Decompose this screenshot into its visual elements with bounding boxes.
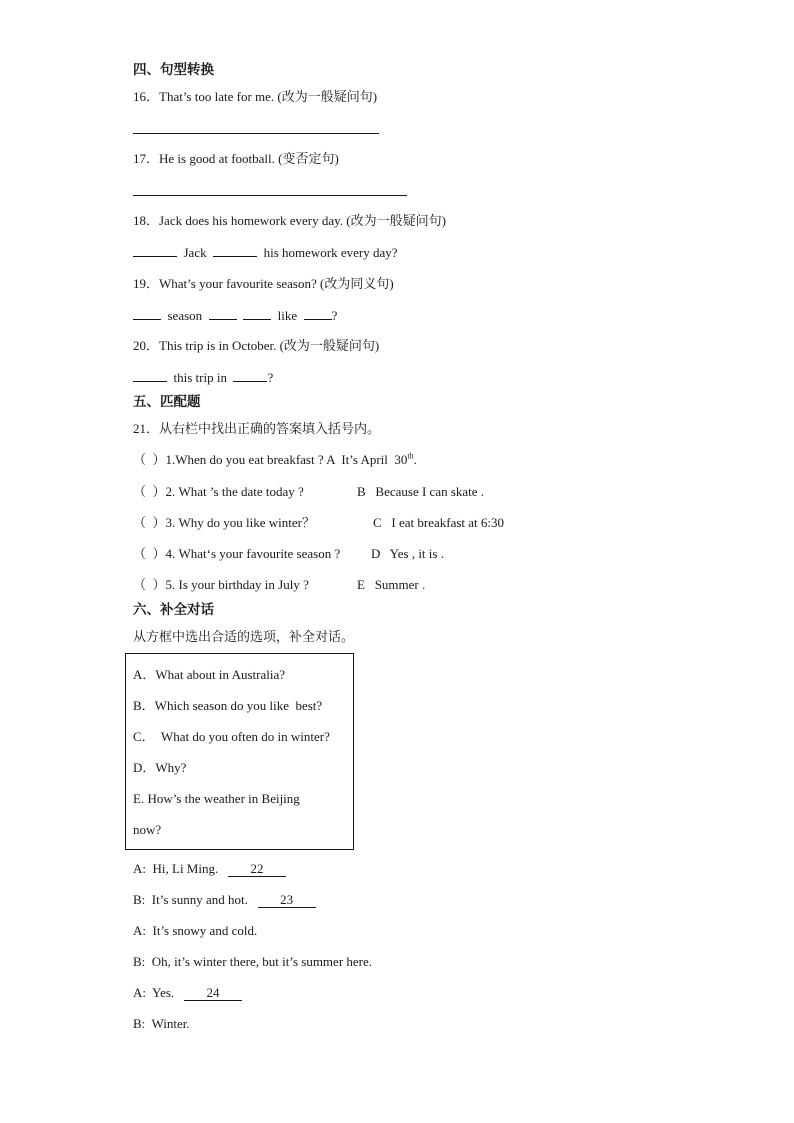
question-20-answer-line — [133, 369, 273, 386]
dialogue-text: B: It’s sunny and hot. — [133, 892, 248, 907]
section-heading-6: 六、补全对话 — [133, 602, 214, 617]
blank[interactable] — [133, 369, 167, 382]
question-20: 20．This trip is in October. (改为一般疑问句) — [133, 338, 380, 353]
blank[interactable] — [133, 244, 177, 257]
dialogue-text: A: Yes. — [133, 985, 175, 1000]
blank[interactable] — [133, 307, 161, 320]
answer-bracket[interactable]: （ ） — [133, 484, 166, 499]
dialogue-line — [133, 861, 286, 877]
answer-blank-24[interactable]: 24 — [184, 986, 242, 1001]
blank[interactable] — [243, 307, 271, 320]
section-6-instruction: 从方框中选出合适的选项，补全对话。 — [133, 629, 355, 644]
question-18-answer-line — [133, 244, 398, 261]
fill-text: this trip in — [173, 370, 227, 385]
answer-line-16[interactable] — [133, 133, 379, 134]
match-row — [133, 546, 340, 562]
match-left: 4. What‘s your favourite season ? — [165, 546, 341, 561]
match-row — [133, 515, 315, 531]
question-21: 21．从右栏中找出正确的答案填入括号内。 — [133, 421, 381, 436]
option-c: C． What do you often do in winter? — [133, 729, 330, 744]
dialogue-line — [133, 985, 242, 1001]
dialogue-line: B: Winter. — [133, 1016, 190, 1031]
option-b: B．Which season do you like best? — [133, 698, 323, 713]
answer-blank-22[interactable]: 22 — [228, 862, 286, 877]
answer-blank-23[interactable]: 23 — [258, 893, 316, 908]
option-e-continued: now? — [133, 822, 162, 837]
blank[interactable] — [304, 307, 332, 320]
match-left: 5. Is your birthday in July ? — [165, 577, 309, 592]
answer-bracket[interactable]: （ ） — [133, 577, 166, 592]
options-box — [125, 653, 354, 850]
question-16: 16．That’s too late for me. (改为一般疑问句) — [133, 89, 378, 104]
question-17: 17．He is good at football. (变否定句) — [133, 151, 339, 166]
section-heading-4: 四、句型转换 — [133, 62, 214, 77]
fill-text: season — [167, 308, 203, 323]
question-18: 18．Jack does his homework every day. (改为一般疑问句) — [133, 213, 446, 228]
dialogue-line — [133, 892, 316, 908]
match-row — [133, 484, 304, 500]
question-19: 19．What’s your favourite season? (改为同义句) — [133, 276, 394, 291]
blank[interactable] — [233, 369, 267, 382]
fill-text: Jack — [183, 245, 207, 260]
question-19-answer-line — [133, 307, 337, 324]
match-sup: th — [407, 451, 414, 461]
blank[interactable] — [213, 244, 257, 257]
fill-text: his homework every day? — [263, 245, 398, 260]
answer-line-17[interactable] — [133, 195, 407, 196]
option-e: E. How’s the weather in Beijing — [133, 791, 300, 806]
match-right: D Yes , it is . — [371, 546, 444, 561]
match-row — [133, 452, 417, 468]
match-right: B Because I can skate . — [357, 484, 485, 499]
answer-bracket[interactable]: （ ） — [133, 515, 166, 530]
match-left: 2. What ’s the date today ? — [165, 484, 304, 499]
option-a: A．What about in Australia? — [133, 667, 285, 682]
match-right: . — [413, 452, 417, 467]
fill-text: ? — [267, 370, 274, 385]
dialogue-line: B: Oh, it’s winter there, but it’s summer here. — [133, 954, 373, 969]
match-row — [133, 577, 309, 593]
match-left: 1.When do you eat breakfast ? A It’s April 30 — [165, 452, 408, 467]
fill-text: ? — [331, 308, 338, 323]
fill-text: like — [277, 308, 298, 323]
blank[interactable] — [209, 307, 237, 320]
option-d: D．Why? — [133, 760, 187, 775]
answer-bracket[interactable]: （ ） — [133, 546, 166, 561]
match-left: 3. Why do you like winter？ — [165, 515, 315, 530]
answer-bracket[interactable]: （ ） — [133, 452, 166, 467]
dialogue-text: A: Hi, Li Ming. — [133, 861, 219, 876]
match-right: C I eat breakfast at 6:30 — [373, 515, 505, 530]
section-heading-5: 五、匹配题 — [133, 394, 201, 409]
dialogue-line: A: It’s snowy and cold. — [133, 923, 258, 938]
match-right: E Summer . — [357, 577, 426, 592]
